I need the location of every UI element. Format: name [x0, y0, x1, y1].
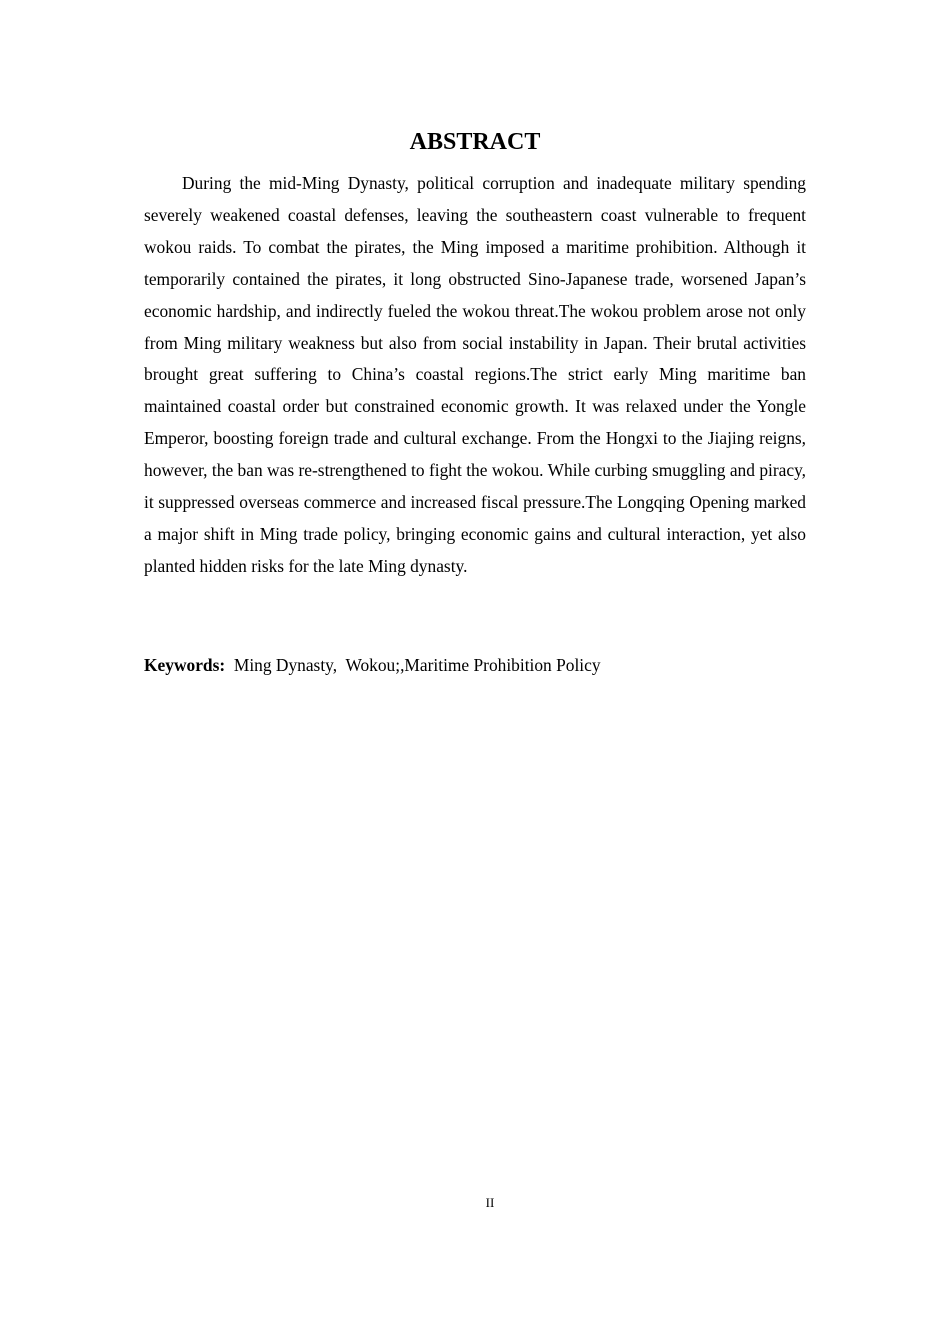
keywords-line — [144, 649, 806, 681]
keywords-text: Ming Dynasty, Wokou;,Maritime Prohibition Policy — [225, 655, 601, 675]
abstract-title: ABSTRACT — [409, 129, 541, 155]
page-number: II — [485, 1195, 495, 1210]
keywords-label: Keywords: — [144, 655, 226, 675]
abstract-body: During the mid-Ming Dynasty, political corruption and inadequate military spending severely weakened coastal defenses, leaving the southeastern coast vulnerable to frequent wokou raids. To combat the pirates, the Ming imposed a maritime prohibition. Although it temporarily contained the pirates, it long obstructed Sino-Japanese trade, worsened Japan’s economic hardship, and indirectly fueled the wokou threat.The wokou problem arose not only from Ming military weakness but also from social instability in Japan. Their brutal activities brought great suffering to China’s coastal regions.The strict early Ming maritime ban maintained coastal order but constrained economic growth. It was relaxed under the Yongle Emperor, boosting foreign trade and cultural exchange. From the Hongxi to the Jiajing reigns, however, the ban was re-strengthened to fight the wokou. While curbing smuggling and piracy, it suppressed overseas commerce and increased fiscal pressure.The Longqing Opening marked a major shift in Ming trade policy, bringing economic gains and cultural interaction, yet also planted hidden risks for the late Ming dynasty. — [144, 173, 806, 576]
